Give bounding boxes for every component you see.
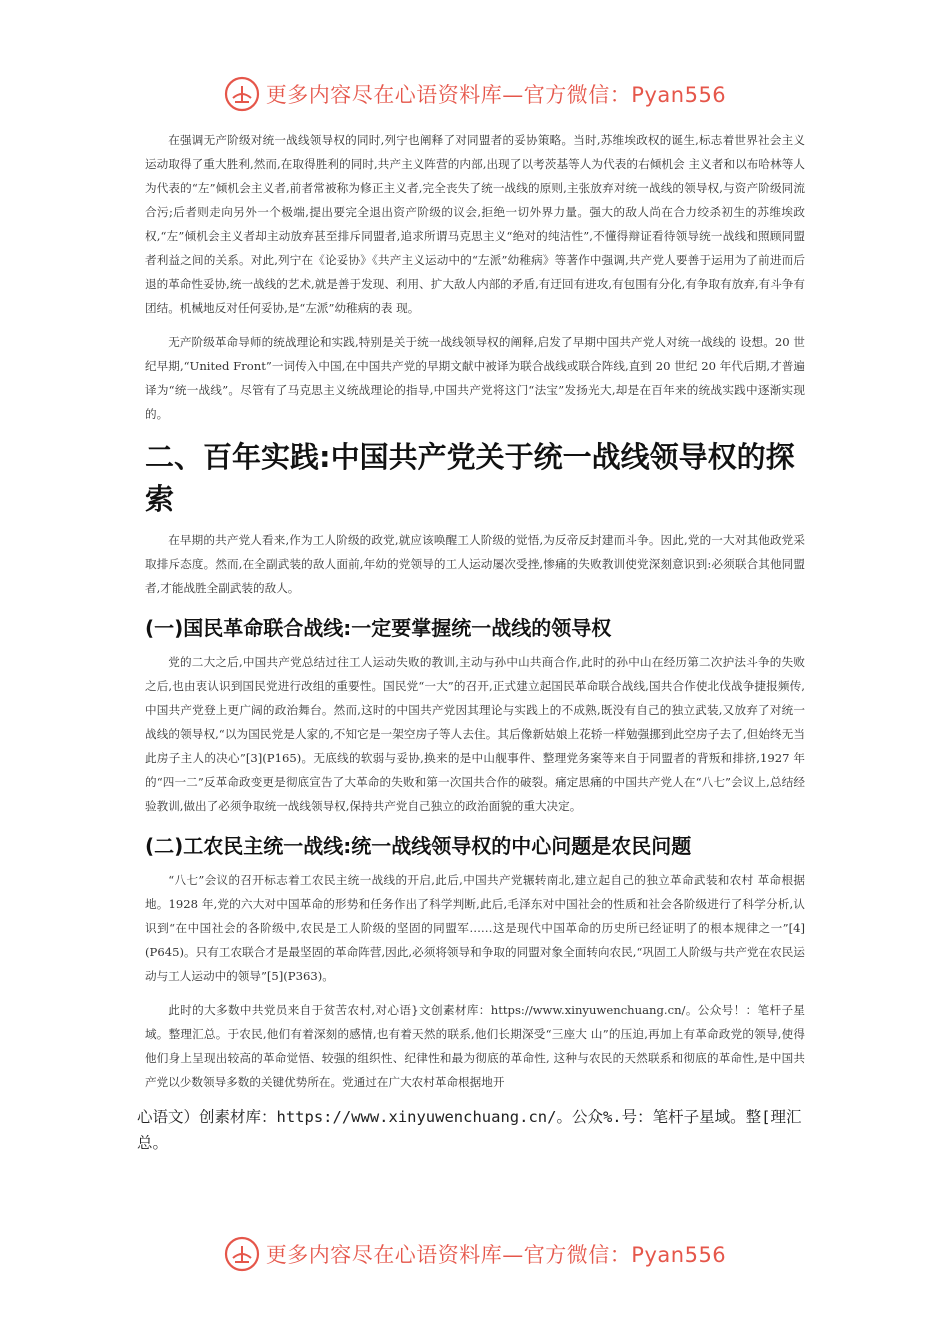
paragraph: 在强调无产阶级对统一战线领导权的同时,列宁也阐释了对同盟者的妥协策略。当时,苏维埃政权的诞生,标志着世界社会主义运动取得了重大胜利,然而,在取得胜利的同时,共产主义阵营的内部,出现了以考茨基等人为代表的右倾机会 主义者和以布哈林等人为代表的“左”倾机会主义者,前者常被称为修正主义者,完全丧失了统一战线的原则,主张放弃对统一战线的领导权,与资产阶级同流合污;后者则走向另外一个极端,提出要完全退出资产阶级的议会,拒绝一切外界力量。强大的敌人尚在合力绞杀初生的苏维埃政权,“左”倾机会主义者却主动放弃甚至排斥同盟者,追求所谓马克思主义“绝对的纯洁性”,不懂得辩证看待领导统一战线和照顾同盟者利益之间的关系。对此,列宁在《论妥协》《共产主义运动中的“左派”幼稚病》等著作中强调,共产党人要善于运用为了前进而后退的革命性妥协,统一战线的艺术,就是善于发现、利用、扩大敌人内部的矛盾,有迂回有进攻,有包围有分化,有争取有放弃,有斗争有团结。机械地反对任何妥协,是“左派”幼稚病的表 现。 [145,133,805,315]
paragraph: 党的二大之后,中国共产党总结过往工人运动失败的教训,主动与孙中山共商合作,此时的孙中山在经历第二次护法斗争的失败之后,也由衷认识到国民党进行改组的重要性。国民党“一大”的召开,正式建立起国民革命联合战线,国共合作使北伐战争捷报频传,中国共产党登上更广阔的政治舞台。然而,这时的中国共产党因其理论与实践上的不成熟,既没有自己的独立武装,又放弃了对统一战线的领导权,“以为国民党是人家的,不知它是一架空房子等人去住。其后像新姑娘上花轿一样勉强挪到此空房子去了,但始终无当此房子主人的决心”[3](P165)。无底线的软弱与妥协,换来的是中山舰事件、整理党务案等来自于同盟者的背叛和排挤,1927 年的“四一二”反革命政变更是彻底宣告了大革命的失败和第一次国共合作的破裂。痛定思痛的中国共产党人在“八七”会议上,总结经验教训,做出了必须争取统一战线领导权,保持共产党自己独立的政治面貌的重大决定。 [145,655,805,813]
watermark-header [0,72,950,116]
inserted-source-note: 心语文）创素材库：https://www.xinyuwenchuang.cn/。公众%.号：笔杆子星域。整[理汇总。 [137,1108,802,1152]
watermark-text: 更多内容尽在心语资料库—官方微信：Pyan556 [265,1243,727,1267]
document-body [137,128,805,1156]
subsection-title: (一)国民革命联合战线:一定要掌握统一战线的领导权 [145,616,612,640]
book-logo-icon [224,76,260,112]
section-title: 二、百年实践:中国共产党关于统一战线领导权的探索 [145,440,795,516]
watermark-text: 更多内容尽在心语资料库—官方微信：Pyan556 [265,83,727,107]
book-logo-icon [224,1236,260,1272]
paragraph: 此时的大多数中共党员来自于贫苦农村,对心语}文创素材库：https://www.xinyuwenchuang.cn/。公众号！：笔杆子星域。整理汇总。于农民,他们有着深刻的感情,也有着天然的联系,他们长期深受“三座大 山”的压迫,再加上有革命政党的领导,使得他们身上呈现出较高的革命觉悟、较强的组织性、纪律性和最为彻底的革命性, 这种与农民的天然联系和彻底的革命性,是中国共产党以少数领导多数的关键优势所在。党通过在广大农村革命根据地开 [145,1003,805,1089]
paragraph: 无产阶级革命导师的统战理论和实践,特别是关于统一战线领导权的阐释,启发了早期中国共产党人对统一战线的 设想。20 世纪早期,“United Front”一词传入中国,在中国共产党的早期文献中被译为联合战线或联合阵线,直到 20 世纪 20 年代后期,才普遍译为“统一战线”。尽管有了马克思主义统战理论的指导,中国共产党将这门“法宝”发扬光大,却是在百年来的统战实践中逐渐实现的。 [145,335,805,421]
subsection-title: (二)工农民主统一战线:统一战线领导权的中心问题是农民问题 [145,834,692,858]
watermark-footer [0,1232,950,1276]
paragraph: “八七”会议的召开标志着工农民主统一战线的开启,此后,中国共产党辗转南北,建立起自己的独立革命武装和农村 革命根据地。1928 年,党的六大对中国革命的形势和任务作出了科学判断,此后,毛泽东对中国社会的性质和社会各阶级进行了科学分析,认识到“在中国社会的各阶级中,农民是工人阶级的坚固的同盟军……这是现代中国革命的历史所已经证明了的根本规律之一”[4](P645)。只有工农联合才是最坚固的革命阵营,因此,必须将领导和争取的同盟对象全面转向农民,“巩固工人阶级与共产党在农民运动与工人运动中的领导”[5](P363)。 [145,873,805,983]
paragraph: 在早期的共产党人看来,作为工人阶级的政党,就应该唤醒工人阶级的觉悟,为反帝反封建而斗争。因此,党的一大对其他政党采取排斥态度。然而,在全副武装的敌人面前,年幼的党领导的工人运动屡次受挫,惨痛的失败教训使党深刻意识到:必须联合其他同盟者,才能战胜全副武装的敌人。 [145,533,805,595]
